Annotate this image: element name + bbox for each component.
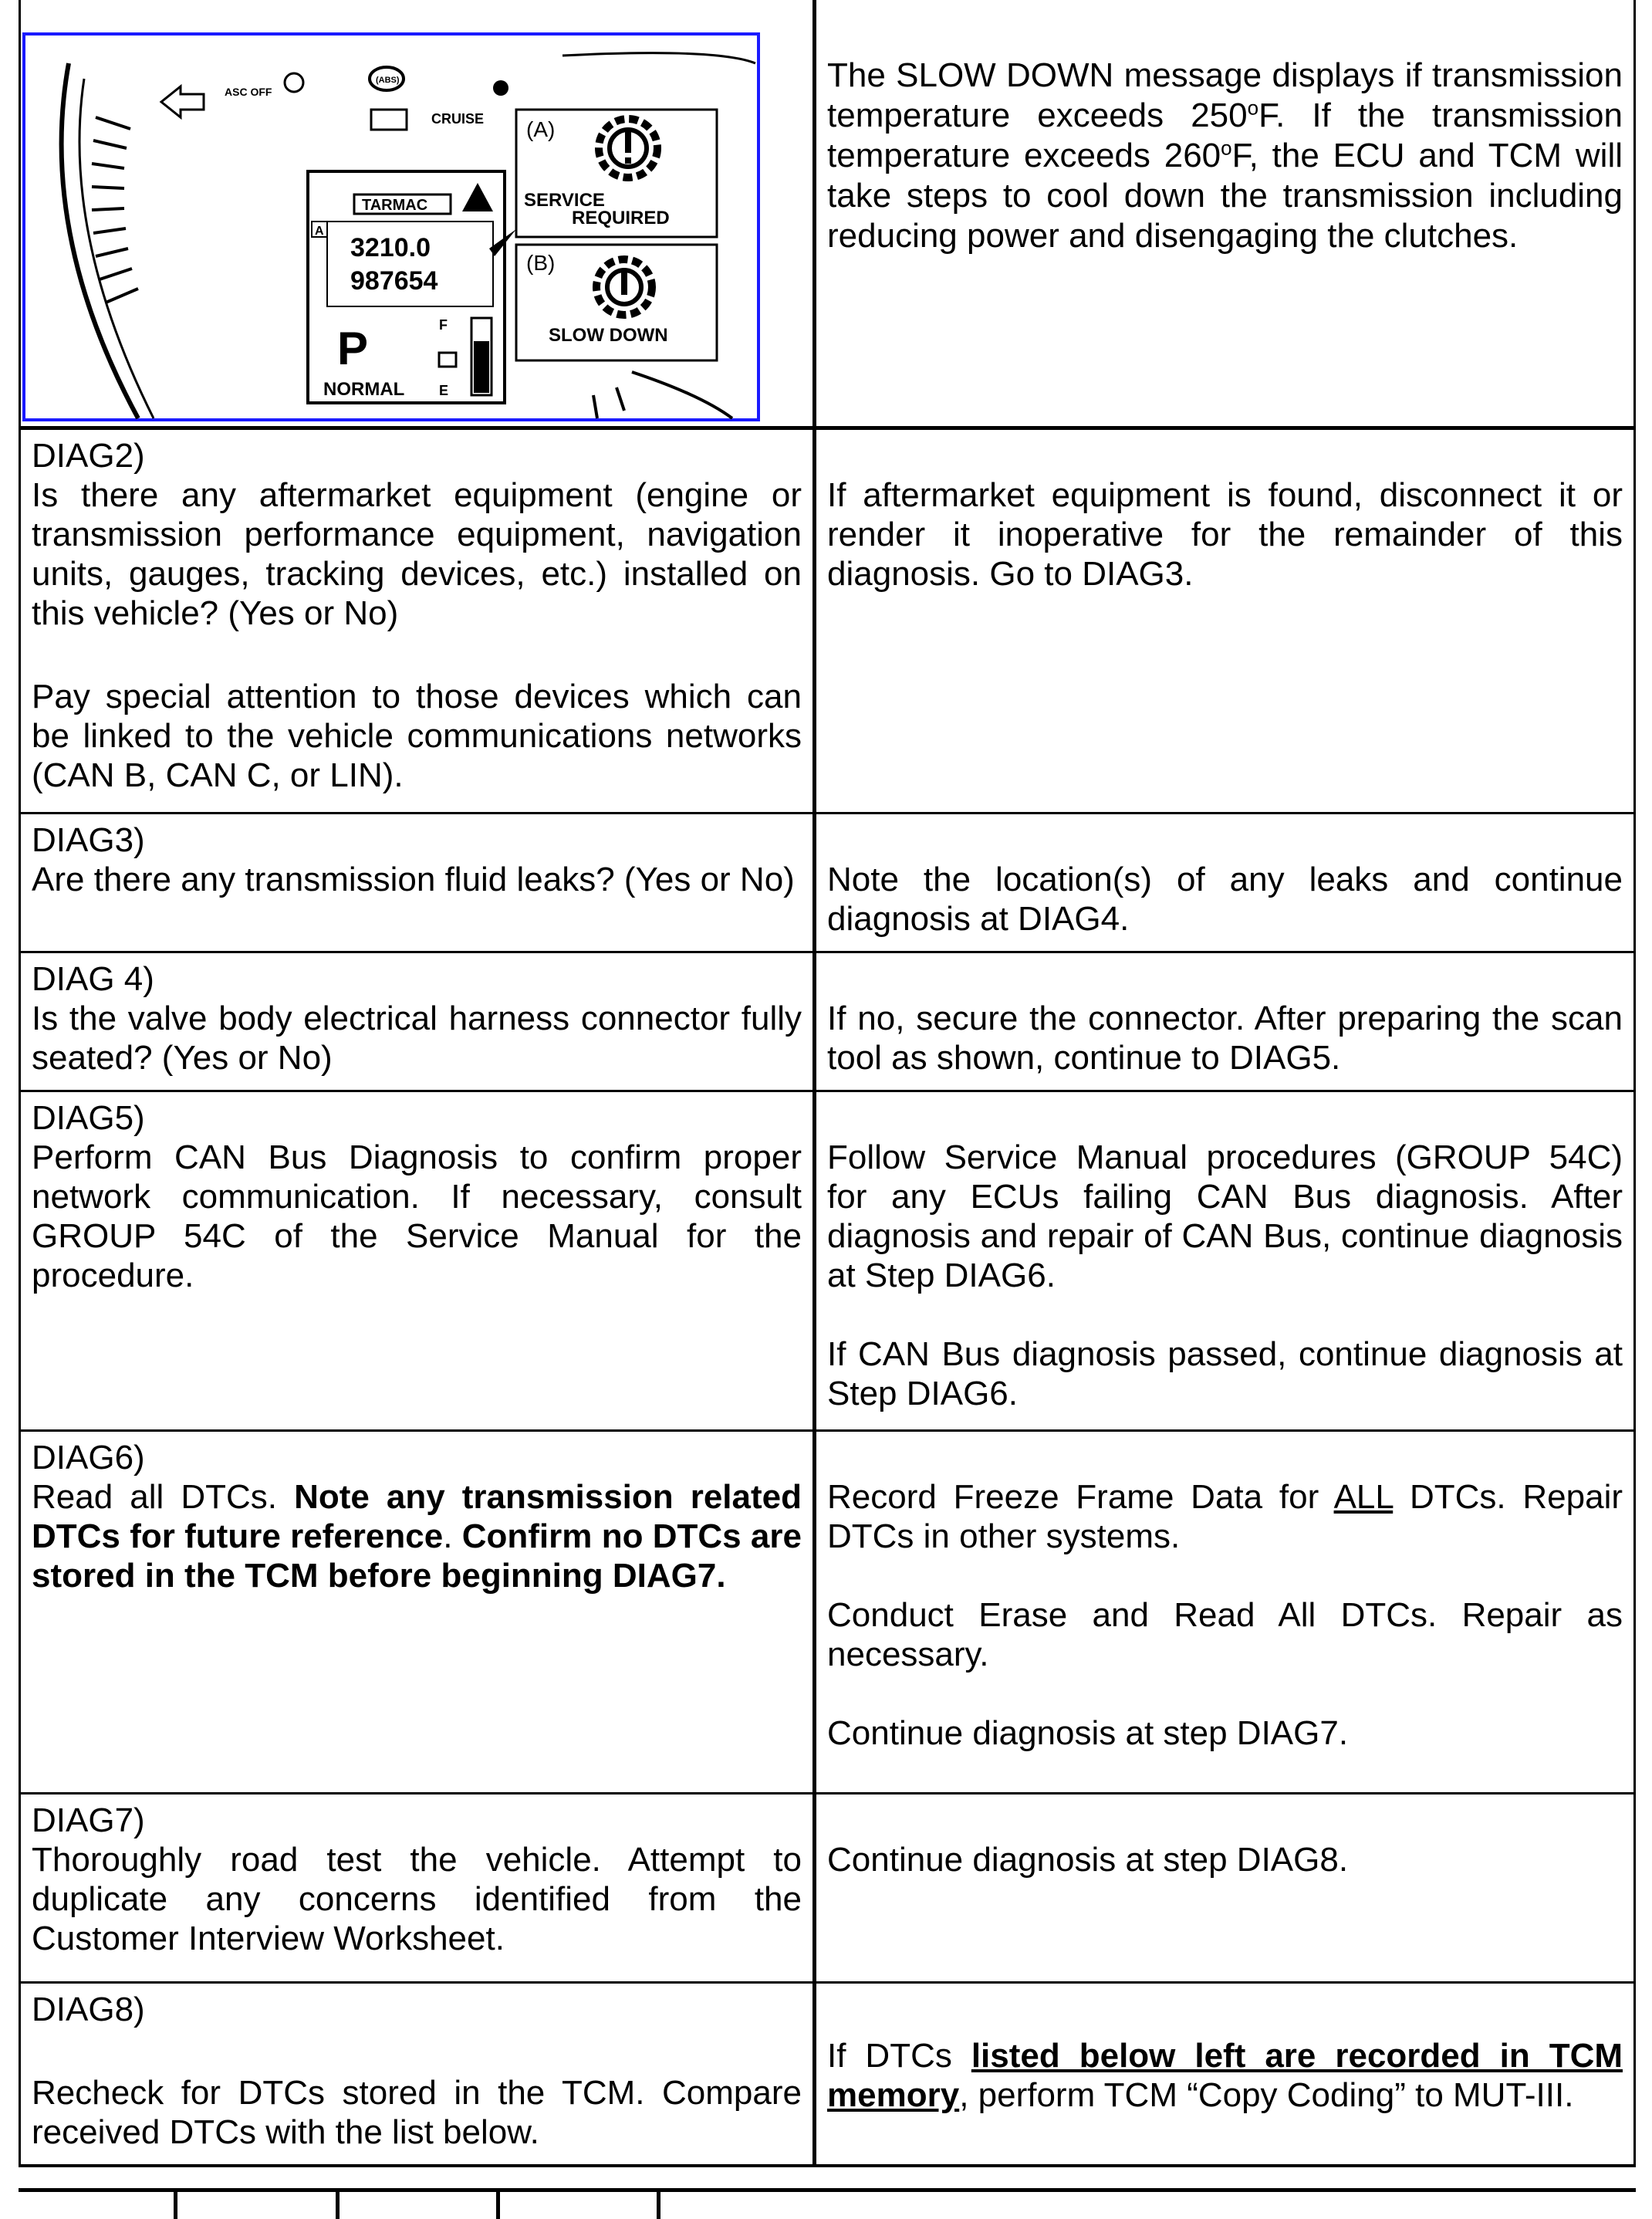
mode-indicator: NORMAL: [323, 379, 405, 400]
column-divider: [657, 2188, 660, 2219]
trip-value: 987654: [350, 266, 438, 296]
degree-sup-2: o: [1221, 136, 1232, 160]
diag3-question: [20, 814, 815, 952]
diag2-note-text: Pay special attention to those devices which can be linked to the vehicle communications networks (CAN B, CAN C, or LIN).: [32, 678, 802, 794]
diag5-question-text: Perform CAN Bus Diagnosis to confirm proper network communication. If necessary, consult GROUP 54C of the Service Manual for the procedure.: [32, 1138, 802, 1294]
slow-down-description: [815, 0, 1635, 428]
figure-cell: [20, 0, 815, 428]
diag5-label: DIAG5): [32, 1099, 145, 1137]
cruise-label: CRUISE: [431, 111, 485, 127]
service-text-1: SERVICE: [524, 190, 605, 211]
slow-down-text-part3: F, the ECU and TCM will take steps to cool down the transmission including reducing power and disengaging the clutches.: [827, 137, 1623, 255]
slow-down-text: SLOW DOWN: [549, 325, 668, 346]
service-text-2: REQUIRED: [572, 208, 670, 228]
column-divider: [336, 2188, 340, 2219]
diag2-question-text: Is there any aftermarket equipment (engine or transmission performance equipment, navigation units, gauges, tracking devices, etc.) installed on this vehicle? (Yes or No): [32, 476, 802, 632]
tarmac-label: TARMAC: [362, 197, 428, 214]
diag6-action: [815, 1431, 1635, 1794]
diag5-question: [20, 1091, 815, 1431]
fuel-empty-label: E: [439, 383, 449, 398]
diag5-action-text-2: If CAN Bus diagnosis passed, continue diagnosis at Step DIAG6.: [827, 1335, 1623, 1412]
abs-label: (ABS): [376, 76, 400, 85]
slow-down-text-part2: F. If the transmission temperature exceeds 260: [827, 96, 1623, 174]
diag4-question-text: Is the valve body electrical harness connector fully seated? (Yes or No): [32, 1000, 802, 1077]
diag3-action: [815, 814, 1635, 952]
diag3-question-text: Are there any transmission fluid leaks? (Yes or No): [32, 861, 795, 898]
diag6-text-a: Read all DTCs.: [32, 1478, 295, 1516]
diag6-question-text: [32, 1477, 802, 1595]
asc-off-icon: ASC OFF: [225, 86, 272, 98]
diag8-action-text: [827, 2036, 1623, 2115]
diag6-question: [20, 1431, 815, 1794]
airbag-icon: [493, 80, 508, 96]
diag8-label: DIAG8): [32, 1991, 145, 2028]
table-row: [20, 1431, 1635, 1794]
table-row: [20, 952, 1635, 1091]
slow-down-text-part1: The SLOW DOWN message displays if transmission temperature exceeds 250: [827, 56, 1623, 134]
diag2-action-text: If aftermarket equipment is found, disconnect it or render it inoperative for the remainder of this diagnosis. Go to DIAG3.: [827, 476, 1623, 593]
diag6-action-text-2: Conduct Erase and Read All DTCs. Repair as necessary.: [827, 1596, 1623, 1673]
diag7-action-text: Continue diagnosis at step DIAG8.: [827, 1841, 1349, 1879]
table-row: [20, 0, 1635, 428]
diagnosis-table: [19, 0, 1636, 2167]
diag6-action-1u: ALL: [1333, 1478, 1394, 1516]
table-row: [20, 1983, 1635, 2166]
label-b: (B): [526, 251, 556, 275]
table-row: [20, 814, 1635, 952]
column-divider: [496, 2188, 500, 2219]
diag2-question: [20, 428, 815, 814]
diag8-action: [815, 1983, 1635, 2166]
label-a: (A): [526, 117, 556, 141]
diag7-question-text: Thoroughly road test the vehicle. Attempt to duplicate any concerns identified from the Customer Interview Worksheet.: [32, 1841, 802, 1957]
diag7-question: [20, 1794, 815, 1983]
diag4-question: [20, 952, 815, 1091]
diag6-action-text-1: [827, 1477, 1623, 1556]
diag6-text-b: Note any transmission related DTCs for future reference: [32, 1478, 802, 1555]
gear-indicator: P: [337, 323, 369, 374]
diag4-action: [815, 952, 1635, 1091]
diag6-text-c: .: [443, 1517, 462, 1555]
diag3-action-text: Note the location(s) of any leaks and continue diagnosis at DIAG4.: [827, 861, 1623, 938]
column-divider: [174, 2188, 177, 2219]
diag6-action-text-3: Continue diagnosis at step DIAG7.: [827, 1714, 1349, 1752]
fuel-full-label: F: [439, 317, 448, 333]
diag4-action-text: If no, secure the connector. After preparing the scan tool as shown, continue to DIAG5.: [827, 1000, 1623, 1077]
diag3-label: DIAG3): [32, 821, 145, 859]
display-a-label: A: [315, 225, 324, 238]
instrument-cluster-figure: [22, 32, 794, 426]
diag8-question-text: Recheck for DTCs stored in the TCM. Compare received DTCs with the list below.: [32, 2074, 802, 2151]
table-row: [20, 1794, 1635, 1983]
diag6-text-d: Confirm no DTCs are stored in the TCM before beginning DIAG7.: [32, 1517, 802, 1595]
diag6-action-1a: Record Freeze Frame Data for: [827, 1478, 1334, 1516]
odometer-value: 3210.0: [350, 233, 431, 262]
diag8-question: [20, 1983, 815, 2166]
diag7-label: DIAG7): [32, 1801, 145, 1839]
diag8-action-c: , perform TCM “Copy Coding” to MUT-III.: [959, 2076, 1574, 2114]
diag8-action-a: If DTCs: [827, 2037, 971, 2075]
diag6-action-1b: DTCs. Repair DTCs in other systems.: [827, 1478, 1623, 1555]
diag2-action: [815, 428, 1635, 814]
diag4-label: DIAG 4): [32, 960, 154, 998]
next-table-top-border: [19, 2188, 1636, 2192]
table-row: [20, 1091, 1635, 1431]
diag6-label: DIAG6): [32, 1439, 145, 1477]
diag2-label: DIAG2): [32, 437, 145, 475]
degree-sup-1: o: [1247, 96, 1259, 120]
diag5-action-text-1: Follow Service Manual procedures (GROUP 54C) for any ECUs failing CAN Bus diagnosis. After diagnosis and repair of CAN Bus, continue diagnosis at Step DIAG6.: [827, 1138, 1623, 1294]
diag7-action: [815, 1794, 1635, 1983]
table-row: [20, 428, 1635, 814]
diag5-action: [815, 1091, 1635, 1431]
diag8-action-b: listed below left are recorded in TCM memory: [827, 2037, 1623, 2114]
